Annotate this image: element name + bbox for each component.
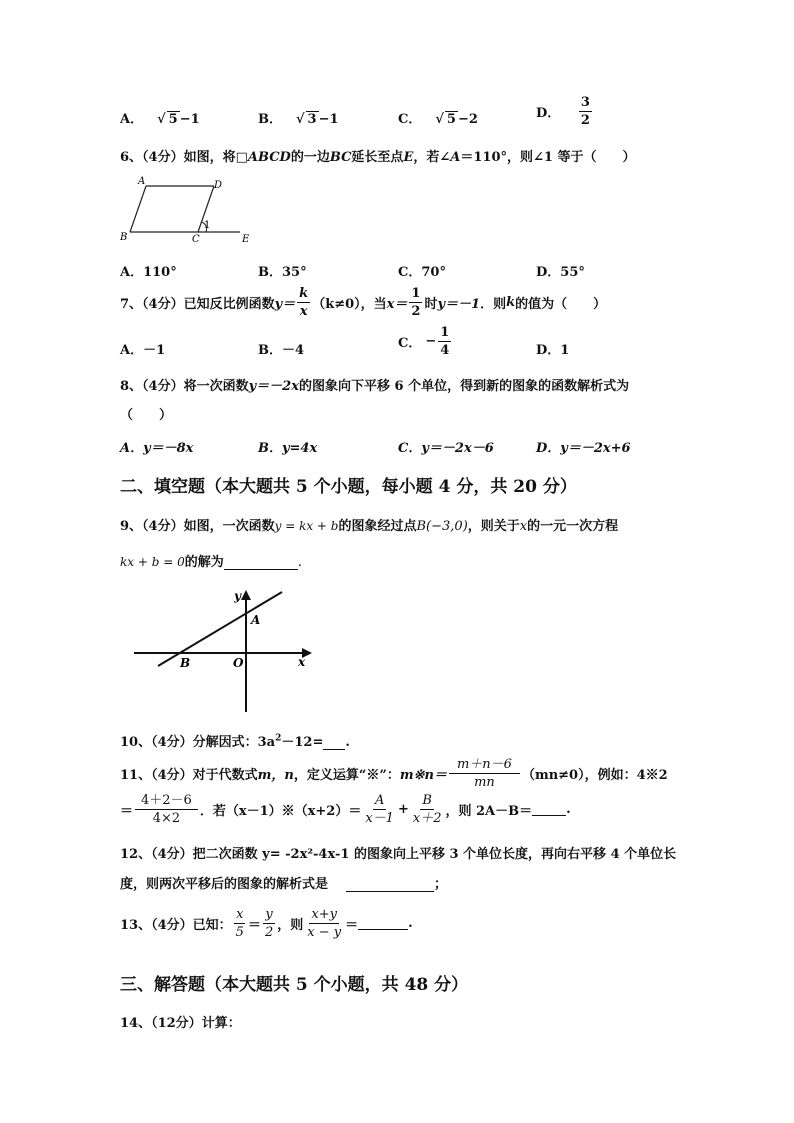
q10-question: 10、（4分）分解因式：$3a^2-12=$ .	[120, 733, 350, 750]
q8-option-c: C．y＝－2x－6	[398, 441, 494, 456]
q9-answer-blank[interactable]	[224, 557, 298, 570]
linear-function-graph	[130, 586, 320, 716]
fig9-label-a: A	[251, 613, 261, 627]
q12-question-line2: 度，则两次平移后的图象的解析式是 ；	[120, 877, 448, 892]
q6-option-b: B．35°	[258, 265, 307, 280]
q13-question: 13、（4分）已知： $\frac{x}{5}$ ＝ $\frac{y}{2}$ ，则 $\frac{x+y}{x - y}$ ＝ .	[120, 907, 413, 940]
q6-option-d: D．55°	[536, 265, 585, 280]
q13-answer-blank[interactable]	[358, 917, 408, 930]
fig6-label-c: C	[192, 234, 200, 245]
q8-paren: （ ）	[120, 408, 173, 423]
q5-option-a: A． √ 5 −1	[120, 112, 200, 127]
parallelogram-figure	[118, 174, 268, 250]
fig9-label-x: x	[298, 655, 306, 669]
q7-option-c: C． − $\frac{1}{4}$	[398, 325, 450, 358]
q11-question: 11、（4分）对于代数式m，n，定义运算“※”：m※n＝ $\frac{m+n-6}{mn}$ （mn≠0），例如：4※2	[120, 757, 668, 790]
q6-option-c: C．70°	[398, 265, 446, 280]
q7-question: 7、（4分）已知反比例函数y＝ $\frac{k}{x}$ （k≠0），当x＝ $\frac{1}{2}$ 时y＝－1．则k的值为（ ）	[120, 286, 607, 319]
q7-option-a: A．－1	[120, 343, 166, 358]
section-3-title: 三、解答题（本大题共 5 个小题，共 48 分）	[120, 975, 469, 995]
q6-option-a: A．110°	[120, 265, 177, 280]
q8-question: 8、（4分）将一次函数y＝－2x的图象向下平移 6 个单位，得到新的图象的函数解析式为	[120, 379, 630, 394]
q9-question: 9、（4分）如图，一次函数y = kx + b的图象经过点B(−3,0)，则关于x的一元一次方程	[120, 519, 619, 534]
q9-question-line2: kx + b = 0的解为 .	[120, 555, 302, 570]
q5-option-c: C． √ 5 −2	[398, 112, 478, 127]
fig6-label-a: A	[138, 176, 146, 187]
q5-option-d: D． $\frac{3}{2}$	[536, 95, 590, 128]
q5-option-b: B． √ 3 −1	[258, 112, 339, 127]
q8-option-d: D．y＝－2x+6	[536, 441, 631, 456]
q14-question: 14、（12分）计算：	[120, 1016, 241, 1031]
q7-option-d: D．1	[536, 343, 570, 358]
q8-option-a: A．y＝－8x	[120, 441, 194, 456]
q6-question: 6、（4分）如图，将□ABCD的一边BC延长至点E，若∠A＝110°，则∠1 等于（ ）	[120, 150, 636, 165]
fig9-label-y: y	[234, 589, 241, 603]
fig6-label-1: 1	[204, 220, 211, 231]
fig6-label-b: B	[120, 232, 128, 243]
q10-answer-blank[interactable]	[323, 737, 345, 750]
q7-option-b: B．－4	[258, 343, 305, 358]
fig6-label-d: D	[214, 180, 223, 191]
q11-answer-blank[interactable]	[532, 803, 566, 816]
fig9-label-b: B	[180, 656, 191, 670]
q12-question: 12、（4分）把二次函数 y= -2x²-4x-1 的图象向上平移 3 个单位长度，再向右平移 4 个单位长	[120, 847, 677, 862]
fig6-label-e: E	[242, 234, 250, 245]
q8-option-b: B．y=4x	[258, 441, 318, 456]
q11-question-line2: ＝ $\frac{4+2-6}{4\times 2}$ ．若（x－1）※（x+2）＝ $\frac{A}{x-1}$ + $\frac{B}{x+2}$ ，则 2A－B＝ .	[120, 793, 571, 826]
section-2-title: 二、填空题（本大题共 5 个小题，每小题 4 分，共 20 分）	[120, 477, 577, 497]
q12-answer-blank[interactable]	[346, 879, 434, 892]
fig9-label-o: O	[233, 656, 244, 670]
